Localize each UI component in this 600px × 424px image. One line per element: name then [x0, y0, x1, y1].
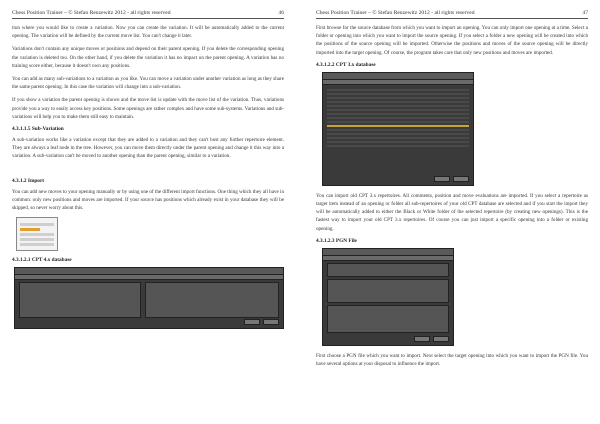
page-number: 47 [582, 10, 588, 16]
paragraph: You can add new moves to your opening manually or by using one of the different import functions. One thing which they all have in common: only new positions and moves are imported. If your source has positions which already exist in your database they will be skipped, so never worry about this. [12, 188, 284, 212]
paragraph: You can add as many sub-variations to a variation as you like. You can move a variation under another variation as long as they share the same parent opening. In this case the variation will change into a sub-variation. [12, 76, 284, 91]
paragraph: A sub-variation works like a variation except that they are added to a variation and they can't host any further repertoire element. They are always a leaf node in the tree. However, you can move them directly under the parent opening and change it this way into a variation. A sub-variation can't be moved to another opening than the parent opening, similar to a variation. [12, 137, 284, 160]
import-menu-screenshot [16, 217, 58, 251]
cpt4-import-dialog-screenshot [14, 267, 284, 329]
paragraph: If you show a variation the parent opening is shown and the move list is update with the move list of the variation. Thus, variations provide you a way to easily access key positions. Some openings are rather complex and have some sub-systems. Variations and sub-variations will help you to make them still easy to maintain. [12, 97, 284, 120]
paragraph: First browse for the source database from which you want to import an opening. You can only import one opening at a time. Select a folder or opening into which you want to import the source opening. If you select a folder a new opening will be created into which the positions of the source opening will be imported. Otherwise the positions and moves of the source opening will be directly imported into the target opening. Of course, the program takes care that only new positions and moves are imported. [316, 25, 588, 56]
page-number: 46 [278, 10, 284, 16]
section-heading: 4.3.1.2.1 CPT 4.x database [12, 257, 72, 264]
paragraph: Variations don't contain any unique moves or positions and depend on their parent opening. If you delete the corresponding opening the variation is deleted too. On the other hand, if you delete the variation it has no impact on the parent opening. A variation has no training score either, because it doesn't own any positions. [12, 46, 284, 69]
section-heading: 4.3.1.1.5 Sub-Variation [12, 126, 64, 133]
page-header [12, 10, 284, 19]
page-header [316, 10, 588, 19]
cpt3-import-dialog-screenshot [322, 72, 474, 186]
section-heading: 4.3.1.2.3 PGN File [316, 237, 357, 244]
paragraph: You can import old CPT 3.x repertoires. All comments, position and move evaluations are imported. If you select a repertoire as target item instead of an opening or folder all sub-repertoires of your old CPT database are selected and if you start the import they will be automatically added to either the Black or White folder of the selected repertoire (by creating new openings). This is the fastest way to import your old CPT 3.x repertoires. Of course you can just import a specific opening into a folder or existing opening. [316, 192, 588, 232]
left-page [0, 0, 296, 424]
pgn-import-dialog-screenshot [322, 248, 454, 346]
header-title: Chess Position Trainer – © Stefan Renzewitz 2012 - all rights reserved [12, 10, 171, 16]
section-heading: 4.3.1.2 Import [12, 177, 45, 184]
section-heading: 4.3.1.2.2 CPT 3.x database [316, 61, 376, 68]
header-title: Chess Position Trainer – © Stefan Renzewitz 2012 - all rights reserved [316, 10, 475, 16]
paragraph: tion where you would like to create a variation. Now you can create the variation. It will be automatically added to the current opening. The variation will be defined by the current move list. You can't change it later. [12, 25, 284, 40]
paragraph: First choose a PGN file which you want to import. Next select the target opening into which you want to import the PGN file. You have several options at your disposal to influence the import. [316, 352, 588, 368]
right-page [304, 0, 600, 424]
